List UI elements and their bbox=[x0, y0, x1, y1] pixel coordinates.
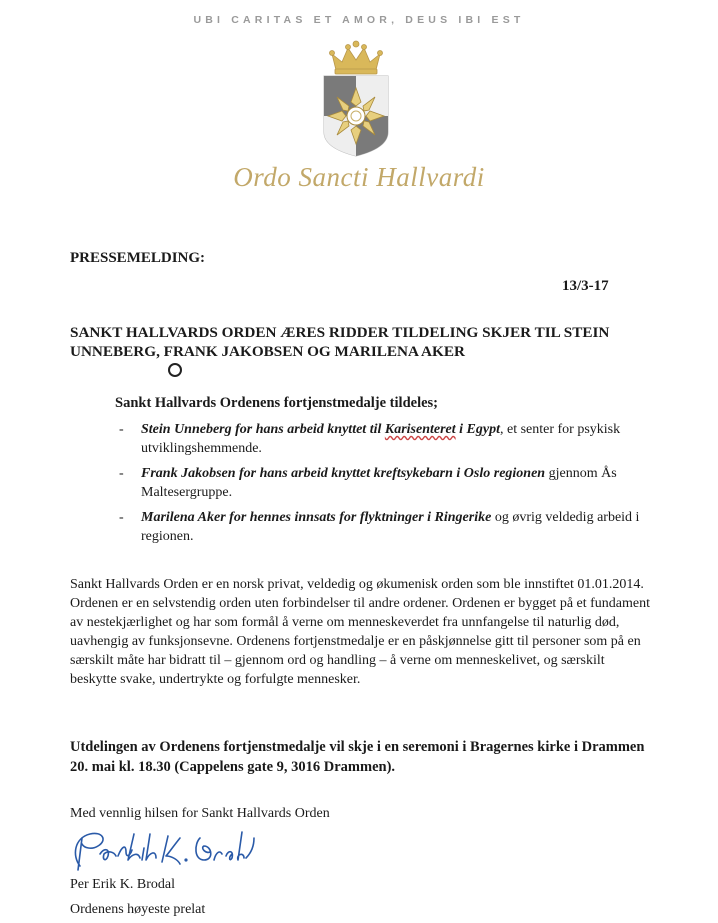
recipient-list bbox=[115, 420, 655, 552]
handwritten-signature-icon bbox=[68, 826, 258, 874]
signer-name: Per Erik K. Brodal bbox=[70, 877, 175, 892]
ring-marker-icon bbox=[168, 363, 182, 377]
recipient-description: og øvrig veldedig arbeid i regionen. bbox=[141, 510, 640, 544]
release-date: 13/3-17 bbox=[562, 278, 609, 294]
signer-title: Ordenens høyeste prelat bbox=[70, 902, 206, 917]
medal-intro: Sankt Hallvards Ordenens fortjenstmedalje tildeles; bbox=[115, 395, 439, 411]
ceremony-notice: Utdelingen av Ordenens fortjenstmedalje vil skje i en seremoni i Bragernes kirke i Drammen 20. mai kl. 18.30 (Cappelens gate 9, 3016 Drammen). bbox=[70, 739, 645, 775]
order-name: Ordo Sancti Hallvardi bbox=[233, 162, 485, 192]
list-dash: - bbox=[119, 422, 124, 437]
list-item bbox=[115, 420, 655, 458]
motto: UBI CARITAS ET AMOR, DEUS IBI EST bbox=[193, 14, 525, 26]
recipient-highlight: Marilena Aker for hennes innsats for flyktninger i Ringerike bbox=[141, 510, 492, 525]
crown-shield-cross-icon bbox=[318, 40, 394, 158]
recipient-highlight: Frank Jakobsen for hans arbeid knyttet kreftsykebarn i Oslo regionen bbox=[141, 466, 546, 481]
recipient-description: gjennom Ås Maltesergruppe. bbox=[141, 466, 617, 500]
list-dash: - bbox=[119, 510, 124, 525]
recipient-description: , et senter for psykisk utviklingshemmende. bbox=[141, 422, 621, 456]
press-release-label: PRESSEMELDING: bbox=[70, 250, 206, 266]
order-description: Sankt Hallvards Orden er en norsk privat, veldedig og økumenisk orden som ble innstiftet 01.01.2014. Ordenen er en selvstendig orden uten forbindelser til andre ordener. Ordenen er bygget på et fundament av nestekjærlighet og har som formål å verne om menneskeverdet fra unnfangelse til naturlig død, uavhengig av funksjonsevne. Ordenens fortjenstmedalje er en påskjønnelse gitt til personer som på en særskilt måte har bidratt til – gjennom ord og handling – å verne om menneskelivet, og særskilt beskytte svake, undertrykte og forfulgte mennesker. bbox=[70, 577, 651, 687]
closing-greeting: Med vennlig hilsen for Sankt Hallvards Orden bbox=[70, 806, 330, 821]
recipient-highlight: i Egypt bbox=[455, 422, 500, 437]
list-item bbox=[115, 464, 655, 502]
press-title: SANKT HALLVARDS ORDEN ÆRES RIDDER TILDELING SKJER TIL STEIN UNNEBERG, FRANK JAKOBSEN OG MARILENA AKER bbox=[70, 324, 610, 360]
recipient-highlight: Stein Unneberg for hans arbeid knyttet til bbox=[141, 422, 385, 437]
list-dash: - bbox=[119, 466, 124, 481]
recipient-highlight-underlined: Karisenteret bbox=[384, 422, 456, 437]
list-item bbox=[115, 508, 655, 546]
